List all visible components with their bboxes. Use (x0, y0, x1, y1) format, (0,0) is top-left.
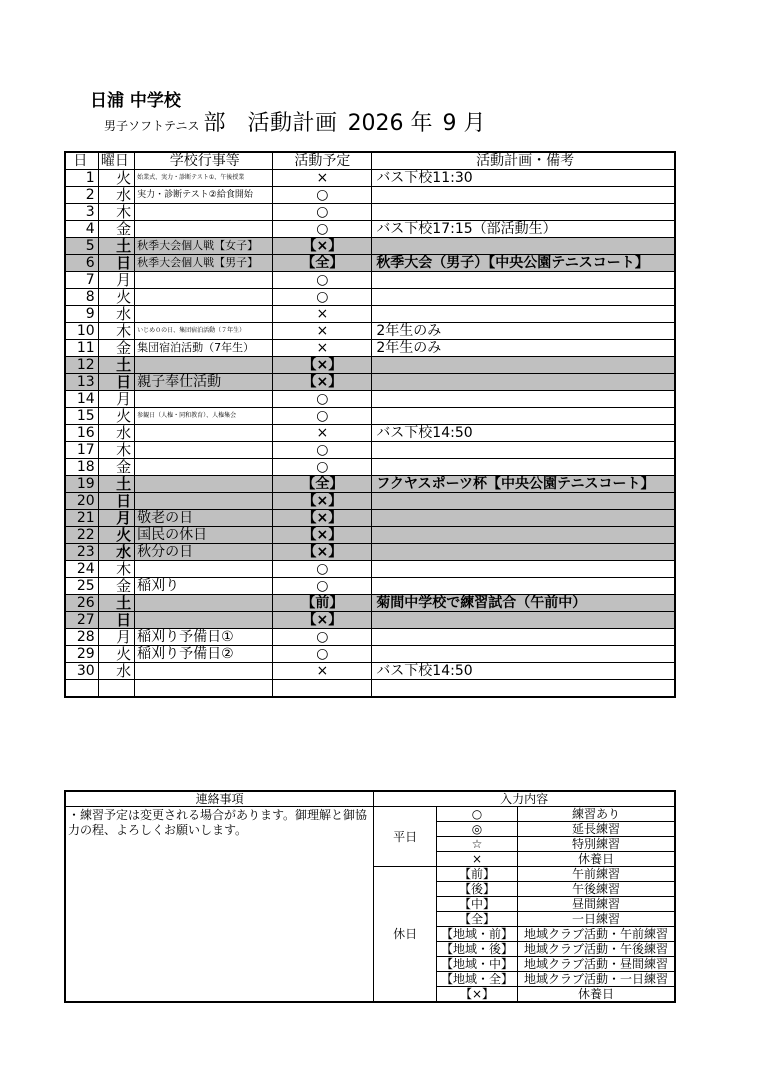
school-event (135, 476, 273, 493)
school-event: 秋季大会個人戦【女子】 (135, 238, 273, 255)
weekday: 木 (98, 442, 134, 459)
col-header-plan: 活動予定 (273, 152, 372, 170)
weekday: 水 (98, 306, 134, 323)
legend-symbol: ○ (437, 807, 518, 822)
day-number: 21 (65, 510, 98, 527)
schedule-row (65, 510, 675, 527)
school-event: 実力・診断テスト②給食開始 (135, 187, 273, 204)
day-number: 15 (65, 408, 98, 425)
notice-title: 連絡事項 (65, 791, 374, 807)
weekday: 金 (98, 459, 134, 476)
schedule-row (65, 255, 675, 272)
day-number: 20 (65, 493, 98, 510)
activity-plan: × (273, 425, 372, 442)
school-event: 稲刈り (135, 578, 273, 595)
legend-symbol: 【×】 (437, 987, 518, 1003)
day-number: 28 (65, 629, 98, 646)
day-number: 30 (65, 663, 98, 680)
schedule-row (65, 221, 675, 238)
school-event (135, 306, 273, 323)
legend-symbol: ◎ (437, 822, 518, 837)
weekday: 土 (98, 595, 134, 612)
activity-plan: ○ (273, 391, 372, 408)
activity-plan: ○ (273, 629, 372, 646)
legend-symbol: 【地域・後】 (437, 942, 518, 957)
day-number: 26 (65, 595, 98, 612)
legend-symbol: 【前】 (437, 867, 518, 882)
activity-note (372, 408, 675, 425)
day-number: 13 (65, 374, 98, 391)
activity-note (372, 544, 675, 561)
schedule-row (65, 544, 675, 561)
school-event: 稲刈り予備日② (135, 646, 273, 663)
legend-description: 練習あり (518, 807, 675, 822)
schedule-row (65, 340, 675, 357)
legend-symbol: 【地域・全】 (437, 972, 518, 987)
weekday: 日 (98, 493, 134, 510)
school-event (135, 459, 273, 476)
activity-plan: ○ (273, 561, 372, 578)
schedule-row (65, 357, 675, 374)
activity-plan: 【×】 (273, 374, 372, 391)
schedule-row (65, 306, 675, 323)
schedule-row (65, 629, 675, 646)
day-number: 16 (65, 425, 98, 442)
activity-plan: × (273, 340, 372, 357)
day-number: 27 (65, 612, 98, 629)
activity-plan: ○ (273, 272, 372, 289)
weekday: 木 (98, 561, 134, 578)
activity-plan: ○ (273, 578, 372, 595)
schedule-row (65, 187, 675, 204)
weekday: 火 (98, 289, 134, 306)
activity-note: 2年生のみ (372, 323, 675, 340)
legend-description: 特別練習 (518, 837, 675, 852)
activity-plan: ○ (273, 459, 372, 476)
activity-note (372, 578, 675, 595)
weekday (98, 680, 134, 698)
legend-description: 一日練習 (518, 912, 675, 927)
weekday: 木 (98, 204, 134, 221)
school-event (135, 221, 273, 238)
school-event (135, 493, 273, 510)
legend-symbol: × (437, 852, 518, 867)
schedule-row (65, 170, 675, 187)
schedule-row (65, 425, 675, 442)
weekday: 水 (98, 187, 134, 204)
activity-note (372, 238, 675, 255)
schedule-row (65, 323, 675, 340)
day-number: 24 (65, 561, 98, 578)
day-number: 10 (65, 323, 98, 340)
col-header-notes: 活動計画・備考 (372, 152, 675, 170)
activity-plan: × (273, 306, 372, 323)
activity-note (372, 510, 675, 527)
day-number: 29 (65, 646, 98, 663)
year-label: 2026 年 (347, 111, 433, 136)
weekday: 月 (98, 391, 134, 408)
schedule-row (65, 459, 675, 476)
activity-plan: 【×】 (273, 527, 372, 544)
weekday: 月 (98, 272, 134, 289)
day-number: 5 (65, 238, 98, 255)
day-number: 11 (65, 340, 98, 357)
day-number: 22 (65, 527, 98, 544)
col-header-weekday: 曜日 (98, 152, 134, 170)
legend-symbol: ☆ (437, 837, 518, 852)
weekday: 火 (98, 408, 134, 425)
day-number: 3 (65, 204, 98, 221)
legend-row (65, 807, 675, 822)
activity-plan: × (273, 170, 372, 187)
school-event: 始業式、実力・診断テスト①、午後授業 (135, 170, 273, 187)
day-number: 17 (65, 442, 98, 459)
notice-text: ・練習予定は変更される場合があります。御理解と御協力の程、よろしくお願いします。 (65, 807, 374, 1003)
day-number: 8 (65, 289, 98, 306)
legend-description: 地域クラブ活動・一日練習 (518, 972, 675, 987)
activity-note: 菊間中学校で練習試合（午前中） (372, 595, 675, 612)
school-event: 親子奉仕活動 (135, 374, 273, 391)
activity-plan: 【前】 (273, 595, 372, 612)
weekday: 火 (98, 527, 134, 544)
school-event: いじめ０の日、集団宿泊活動（７年生） (135, 323, 273, 340)
holiday-category: 休日 (374, 867, 437, 1003)
school-event (135, 612, 273, 629)
day-number: 25 (65, 578, 98, 595)
legend-description: 延長練習 (518, 822, 675, 837)
school-event (135, 357, 273, 374)
weekday-category: 平日 (374, 807, 437, 867)
day-number: 4 (65, 221, 98, 238)
activity-note (372, 391, 675, 408)
day-number: 1 (65, 170, 98, 187)
schedule-row (65, 272, 675, 289)
activity-note (372, 187, 675, 204)
school-event (135, 561, 273, 578)
schedule-row (65, 204, 675, 221)
school-name: 日浦 中学校 (90, 91, 181, 111)
input-title: 入力内容 (374, 791, 675, 807)
school-event (135, 442, 273, 459)
school-event: 秋季大会個人戦【男子】 (135, 255, 273, 272)
legend-description: 休養日 (518, 987, 675, 1003)
day-number: 6 (65, 255, 98, 272)
page-title: 活動計画 (247, 111, 338, 136)
schedule-row (65, 680, 675, 698)
school-event: 国民の休日 (135, 527, 273, 544)
weekday: 水 (98, 425, 134, 442)
legend-description: 地域クラブ活動・昼間練習 (518, 957, 675, 972)
activity-plan: ○ (273, 408, 372, 425)
activity-plan: ○ (273, 204, 372, 221)
school-event (135, 391, 273, 408)
activity-plan: 【×】 (273, 510, 372, 527)
schedule-row (65, 408, 675, 425)
weekday: 木 (98, 323, 134, 340)
club-suffix: 部 (203, 111, 226, 136)
weekday: 日 (98, 374, 134, 391)
activity-plan: × (273, 663, 372, 680)
weekday: 金 (98, 340, 134, 357)
school-event (135, 204, 273, 221)
school-event (135, 680, 273, 698)
title-line (104, 106, 486, 137)
weekday: 日 (98, 255, 134, 272)
activity-note (372, 646, 675, 663)
activity-plan: ○ (273, 289, 372, 306)
activity-note (372, 612, 675, 629)
legend-description: 午前練習 (518, 867, 675, 882)
legend-description: 昼間練習 (518, 897, 675, 912)
activity-plan: 【全】 (273, 255, 372, 272)
weekday: 日 (98, 612, 134, 629)
activity-note: バス下校17:15（部活動生） (372, 221, 675, 238)
schedule-row (65, 663, 675, 680)
activity-plan: 【全】 (273, 476, 372, 493)
weekday: 水 (98, 544, 134, 561)
activity-plan: 【×】 (273, 493, 372, 510)
school-event: 敬老の日 (135, 510, 273, 527)
activity-plan: ○ (273, 221, 372, 238)
activity-plan: 【×】 (273, 544, 372, 561)
day-number: 2 (65, 187, 98, 204)
schedule-row (65, 595, 675, 612)
schedule-row (65, 561, 675, 578)
activity-plan: ○ (273, 187, 372, 204)
weekday: 土 (98, 476, 134, 493)
activity-plan: 【×】 (273, 612, 372, 629)
activity-note: バス下校14:50 (372, 663, 675, 680)
activity-note (372, 357, 675, 374)
schedule-row (65, 612, 675, 629)
activity-note (372, 629, 675, 646)
team-name: 男子ソフトテニス (104, 119, 200, 133)
schedule-row (65, 476, 675, 493)
school-event (135, 425, 273, 442)
legend-symbol: 【全】 (437, 912, 518, 927)
col-header-events: 学校行事等 (135, 152, 273, 170)
school-event (135, 289, 273, 306)
weekday: 土 (98, 238, 134, 255)
day-number (65, 680, 98, 698)
month-label: 9 月 (442, 111, 486, 136)
school-event: 秋分の日 (135, 544, 273, 561)
activity-note (372, 459, 675, 476)
schedule-row (65, 527, 675, 544)
schedule-row (65, 493, 675, 510)
schedule-row (65, 374, 675, 391)
weekday: 火 (98, 170, 134, 187)
schedule-header-row (65, 152, 675, 170)
activity-plan: × (273, 323, 372, 340)
day-number: 23 (65, 544, 98, 561)
activity-note (372, 272, 675, 289)
legend-symbol: 【地域・前】 (437, 927, 518, 942)
weekday: 金 (98, 578, 134, 595)
activity-note (372, 289, 675, 306)
activity-note (372, 306, 675, 323)
school-event (135, 663, 273, 680)
activity-plan: 【×】 (273, 357, 372, 374)
schedule-row (65, 442, 675, 459)
school-event: 稲刈り予備日① (135, 629, 273, 646)
legend-description: 地域クラブ活動・午後練習 (518, 942, 675, 957)
activity-plan (273, 680, 372, 698)
weekday: 水 (98, 663, 134, 680)
legend-description: 地域クラブ活動・午前練習 (518, 927, 675, 942)
day-number: 14 (65, 391, 98, 408)
schedule-row (65, 646, 675, 663)
legend-description: 午後練習 (518, 882, 675, 897)
legend-symbol: 【後】 (437, 882, 518, 897)
school-event (135, 595, 273, 612)
schedule-row (65, 391, 675, 408)
weekday: 火 (98, 646, 134, 663)
activity-note: 2年生のみ (372, 340, 675, 357)
legend-header-row (65, 791, 675, 807)
weekday: 土 (98, 357, 134, 374)
legend-table (64, 790, 676, 1003)
day-number: 9 (65, 306, 98, 323)
weekday: 月 (98, 629, 134, 646)
activity-note: 秋季大会（男子）【中央公園テニスコート】 (372, 255, 675, 272)
day-number: 19 (65, 476, 98, 493)
legend-description: 休養日 (518, 852, 675, 867)
activity-note (372, 374, 675, 391)
activity-note (372, 680, 675, 698)
col-header-day: 日 (65, 152, 98, 170)
schedule-row (65, 578, 675, 595)
weekday: 金 (98, 221, 134, 238)
legend-symbol: 【地域・中】 (437, 957, 518, 972)
activity-note (372, 442, 675, 459)
activity-note (372, 561, 675, 578)
day-number: 7 (65, 272, 98, 289)
schedule-table (64, 151, 676, 698)
activity-plan: 【×】 (273, 238, 372, 255)
school-event (135, 272, 273, 289)
activity-note (372, 527, 675, 544)
schedule-row (65, 238, 675, 255)
activity-plan: ○ (273, 646, 372, 663)
day-number: 18 (65, 459, 98, 476)
schedule-row (65, 289, 675, 306)
school-event: 集団宿泊活動（7年生） (135, 340, 273, 357)
activity-note: フクヤスポーツ杯【中央公園テニスコート】 (372, 476, 675, 493)
activity-plan: ○ (273, 442, 372, 459)
activity-note (372, 204, 675, 221)
day-number: 12 (65, 357, 98, 374)
school-event: 参観日（人権・同和教育）、人権集会 (135, 408, 273, 425)
legend-symbol: 【中】 (437, 897, 518, 912)
weekday: 月 (98, 510, 134, 527)
activity-note: バス下校11:30 (372, 170, 675, 187)
activity-note: バス下校14:50 (372, 425, 675, 442)
activity-note (372, 493, 675, 510)
